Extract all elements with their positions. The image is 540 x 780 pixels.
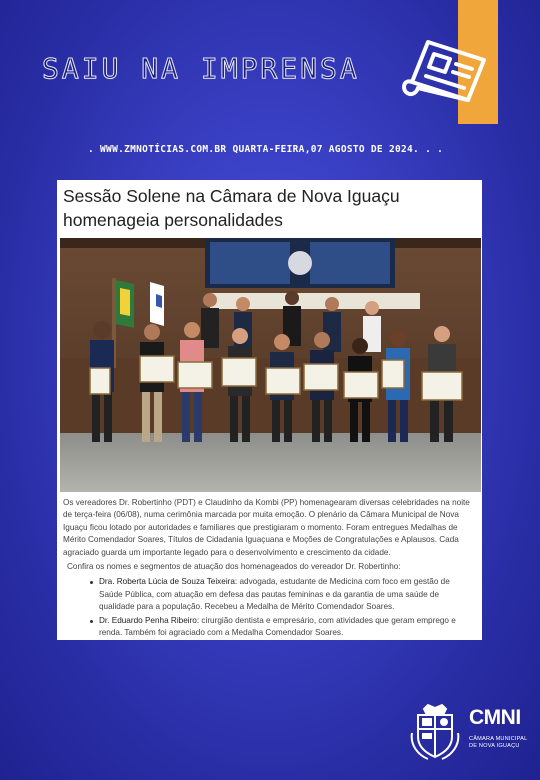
honoree-description: cirurgião dentista e empresário, com atividades que geram emprego e renda. Também foi agraciado com a Medalha Comendador Soares. <box>99 615 456 638</box>
list-item <box>99 576 474 613</box>
honorees-list <box>57 573 482 639</box>
list-item <box>99 615 474 640</box>
page-title: SAIU NA IMPRENSA <box>42 52 360 85</box>
cmni-logo-subtitle: CÂMARA MUNICIPAL DE NOVA IGUAÇU <box>469 736 528 749</box>
newspaper-icon <box>398 38 490 108</box>
honoree-description: advogada, estudante de Medicina com foco em gestão de Saúde Pública, com atuação em defesa das pautas femininas e da garantia de uma saúde de qualidade para a população. Recebeu a Medalha de Mérito Comendador Soares. <box>99 577 450 612</box>
article-body: Os vereadores Dr. Robertinho (PDT) e Claudinho da Kombi (PP) homenagearam diversas celebridades na noite de terça-feira (06/08), numa cerimônia marcada por muita emoção. O plenário da Câmara Municipal de Nova Iguaçu ficou lotado por autoridades e familiares que prestigiaram o momento. Foram entregues Medalhas de Mérito Comendador Soares, Títulos de Cidadania Iguaçuana e Moções de Congratulações e Aplausos. Cada agraciado guarda um importante legado para o desenvolvimento e crescimento da cidade. <box>63 498 470 557</box>
honoree-name: Dra. Roberta Lúcia de Souza Teixeira: <box>99 577 238 587</box>
honorees-intro: Confira os nomes e segmentos de atuação dos homenageados do vereador Dr. Robertinho: <box>67 562 401 572</box>
city-coat-of-arms-logo <box>410 703 460 761</box>
article-title: Sessão Solene na Câmara de Nova Iguaçu homenageia personalidades <box>63 186 400 230</box>
article-clipping <box>57 180 482 640</box>
honoree-name: Dr. Eduardo Penha Ribeiro: <box>99 615 200 625</box>
cmni-logo-text: CMNI <box>469 706 521 729</box>
ceremony-photo <box>60 238 481 492</box>
dateline: . WWW.ZMNOTÍCIAS.COM.BR QUARTA-FEIRA,07 AGOSTO DE 2024. . . <box>88 144 444 155</box>
